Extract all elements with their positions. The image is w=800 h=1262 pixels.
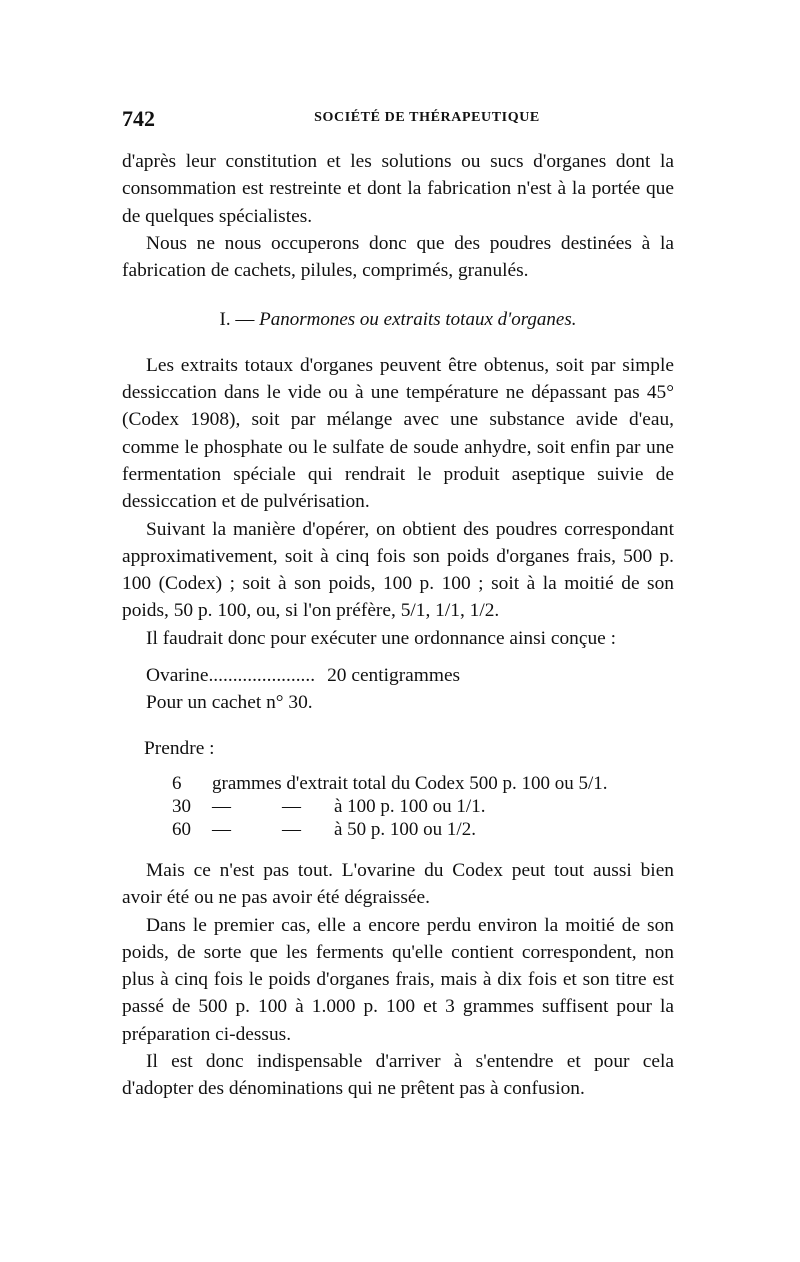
dose-qty: 6 xyxy=(172,772,182,794)
dose-text: grammes d'extrait total du Codex 500 p. 100 ou 5/1. xyxy=(212,772,608,794)
ditto-mark: — xyxy=(282,795,301,817)
dose-table xyxy=(172,772,608,841)
prescription-drug: Ovarine xyxy=(146,665,209,687)
prescription-line-2: Pour un cachet n° 30. xyxy=(146,692,313,714)
paragraph: Mais ce n'est pas tout. L'ovarine du Codex peut tout aussi bien avoir été ou ne pas avoir été dégraissée. xyxy=(122,859,674,909)
body-text xyxy=(122,148,674,1103)
dose-text: à 100 p. 100 ou 1/1. xyxy=(334,795,486,817)
prescription-dose: 20 centigrammes xyxy=(327,665,461,687)
ditto-mark: — xyxy=(212,795,231,817)
paragraph: Il est donc indispensable d'arriver à s'entendre et pour cela d'adopter des dénominations qui ne prêtent pas à confusion. xyxy=(122,1051,674,1100)
page-header xyxy=(122,106,672,136)
paragraph: Suivant la manière d'opérer, on obtient des poudres correspondant approximativement, soit à cinq fois son poids d'organes frais, 500 p. 100 (Codex) ; soit à son poids, 100 p. 100 ; soit à la moitié de son poids, 50 p. 100, ou, si l'on préfère, 5/1, 1/1, 1/2. xyxy=(122,518,674,622)
section-title: Panormones ou extraits totaux d'organes. xyxy=(259,309,577,331)
table-row xyxy=(172,772,608,795)
table-row xyxy=(172,818,608,841)
paragraph: d'après leur constitution et les solutions ou sucs d'organes dont la consommation est restreinte et dont la fabrication n'est à la portée que de quelques spécialistes. xyxy=(122,151,674,227)
running-head: SOCIÉTÉ DE THÉRAPEUTIQUE xyxy=(314,110,540,125)
prescription-line xyxy=(122,662,674,689)
ditto-mark: — xyxy=(212,818,231,840)
dose-qty: 30 xyxy=(172,795,191,817)
paragraph: Dans le premier cas, elle a encore perdu environ la moitié de son poids, de sorte que les ferments qu'elle contient correspondent, non plus à cinq fois le poids d'organes frais, mais à dix fois et son titre est passé de 500 p. 100 à 1.000 p. 100 et 3 grammes suffisent pour la préparation ci-dessus. xyxy=(122,914,674,1045)
ditto-mark: — xyxy=(282,818,301,840)
dose-text: à 50 p. 100 ou 1/2. xyxy=(334,818,476,840)
paragraph: Nous ne nous occuperons donc que des poudres destinées à la fabrication de cachets, pilules, comprimés, granulés. xyxy=(122,232,674,282)
section-heading xyxy=(122,306,674,333)
prendre-label: Prendre : xyxy=(144,737,215,759)
page-number: 742 xyxy=(122,106,155,131)
dose-qty: 60 xyxy=(172,818,191,840)
table-row xyxy=(172,795,608,818)
paragraph: Il faudrait donc pour exécuter une ordonnance ainsi conçue : xyxy=(146,627,617,649)
section-number: I. — xyxy=(219,309,255,331)
leader-dots: ...................... xyxy=(208,665,316,687)
paragraph: Les extraits totaux d'organes peuvent être obtenus, soit par simple dessiccation dans le vide ou à une température ne dépassant pas 45° (Codex 1908), soit par mélange avec une substance avide d'eau, comme le phosphate ou le sulfate de soude anhydre, soit enfin par une fermentation spéciale qui rendrait le produit aseptique suivie de dessiccation et de pulvérisation. xyxy=(122,354,674,513)
